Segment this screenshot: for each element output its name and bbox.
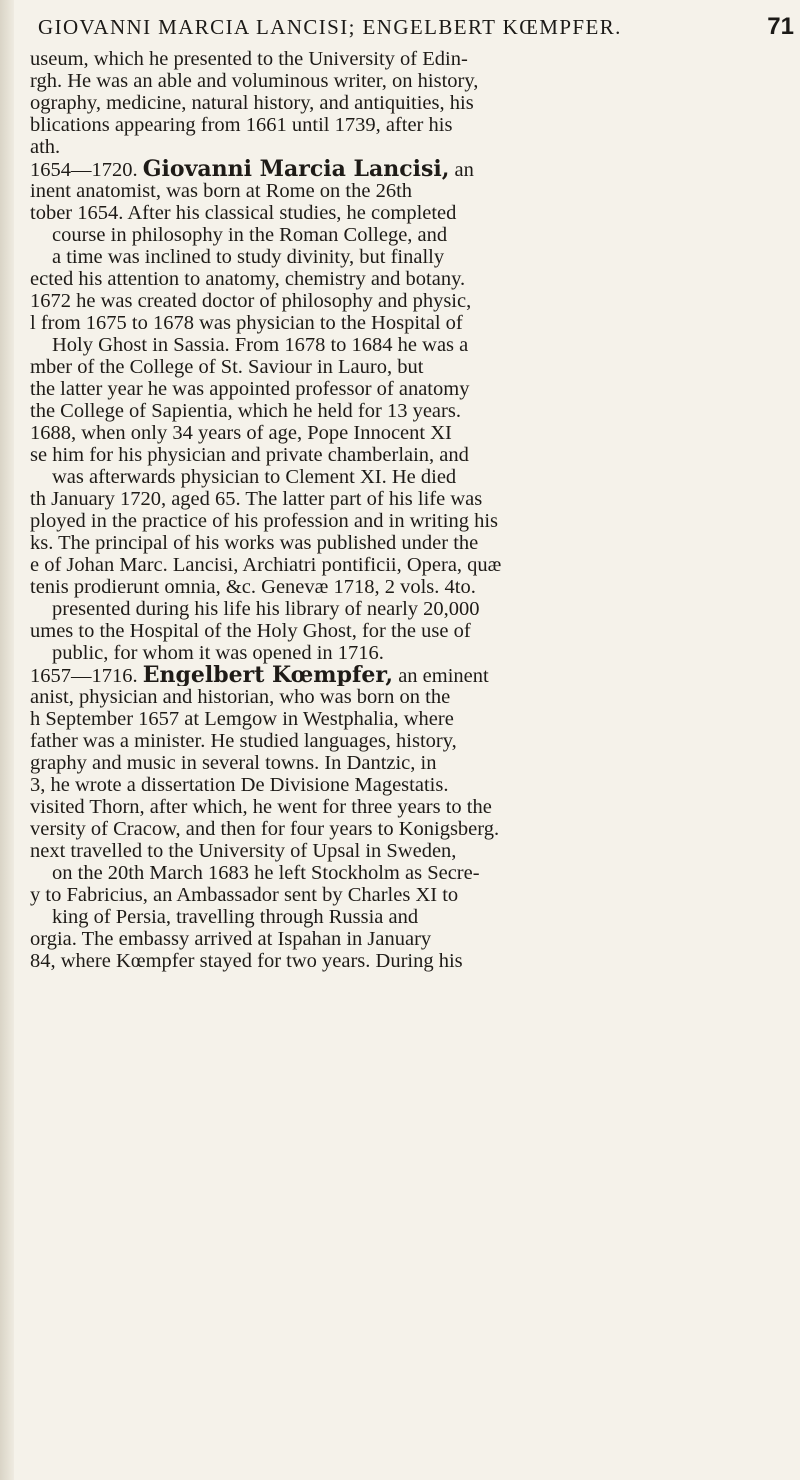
text-line: ography, medicine, natural history, and antiquities, his [30,92,474,114]
text-line: next travelled to the University of Upsal in Sweden, [30,840,457,862]
text-line: umes to the Hospital of the Holy Ghost, for the use of [30,620,471,642]
text-line: presented during his life his library of nearly 20,000 [52,598,480,620]
text-line: king of Persia, travelling through Russia and [52,906,419,928]
text-line: visited Thorn, after which, he went for three years to the [30,796,492,818]
text-line: anist, physician and historian, who was born on the [30,686,451,708]
entry-name: Engelbert Kœmpfer, [142,664,394,686]
text-line: course in philosophy in the Roman College, and [52,224,448,246]
text-line: ks. The principal of his works was published under the [30,532,479,554]
text-line: l from 1675 to 1678 was physician to the Hospital of [30,312,463,334]
text-line: inent anatomist, was born at Rome on the 26th [30,180,413,202]
text-line: public, for whom it was opened in 1716. [52,642,384,664]
entry-name: Giovanni Marcia Lancisi, [142,158,450,180]
text-line: 3, he wrote a dissertation De Divisione Magestatis. [30,774,449,796]
body-text [0,48,790,972]
text-line: the College of Sapientia, which he held for 13 years. [30,400,461,422]
text-line: th January 1720, aged 65. The latter part of his life was [30,488,483,510]
text-line: father was a minister. He studied languages, history, [30,730,457,752]
running-head [38,10,794,44]
text-line: on the 20th March 1683 he left Stockholm as Secre- [52,862,480,884]
entry-text: an eminent [393,665,489,686]
text-line: rgh. He was an able and voluminous writer, on history, [30,70,479,92]
text-line: tenis prodierunt omnia, &c. Genevæ 1718, 2 vols. 4to. [30,576,476,598]
text-line: e of Johan Marc. Lancisi, Archiatri pontificii, Opera, quæ [30,554,502,576]
text-line: ected his attention to anatomy, chemistry and botany. [30,268,466,290]
text-line: versity of Cracow, and then for four years to Konigsberg. [30,818,500,840]
entry-text: an [449,159,474,180]
text-line: 1688, when only 34 years of age, Pope Innocent XI [30,422,452,444]
text-line: mber of the College of St. Saviour in Lauro, but [30,356,424,378]
text-line: was afterwards physician to Clement XI. He died [52,466,457,488]
text-line: Holy Ghost in Sassia. From 1678 to 1684 he was a [52,334,469,356]
text-line: ployed in the practice of his profession and in writing his [30,510,498,532]
text-line: h September 1657 at Lemgow in Westphalia, where [30,708,454,730]
running-head-title: GIOVANNI MARCIA LANCISI; ENGELBERT KŒMPFER. [38,14,622,39]
text-line [0,664,790,686]
entry-dates: 1657—1716. [30,665,143,686]
text-line: se him for his physician and private chamberlain, and [30,444,469,466]
text-line: useum, which he presented to the University of Edin- [30,48,468,70]
text-line: tober 1654. After his classical studies, he completed [30,202,457,224]
text-line: graphy and music in several towns. In Dantzic, in [30,752,437,774]
page-number: 71 [767,13,794,40]
entry-dates: 1654—1720. [30,159,143,180]
text-line: orgia. The embassy arrived at Ispahan in January [30,928,432,950]
text-line: the latter year he was appointed professor of anatomy [30,378,470,400]
text-line: ath. [30,136,61,158]
text-line: a time was inclined to study divinity, but finally [52,246,445,268]
text-line: blications appearing from 1661 until 1739, after his [30,114,453,136]
text-line: 1672 he was created doctor of philosophy and physic, [30,290,472,312]
text-line: 84, where Kœmpfer stayed for two years. During his [30,950,463,972]
text-line: y to Fabricius, an Ambassador sent by Charles XI to [30,884,459,906]
text-line [0,158,790,180]
